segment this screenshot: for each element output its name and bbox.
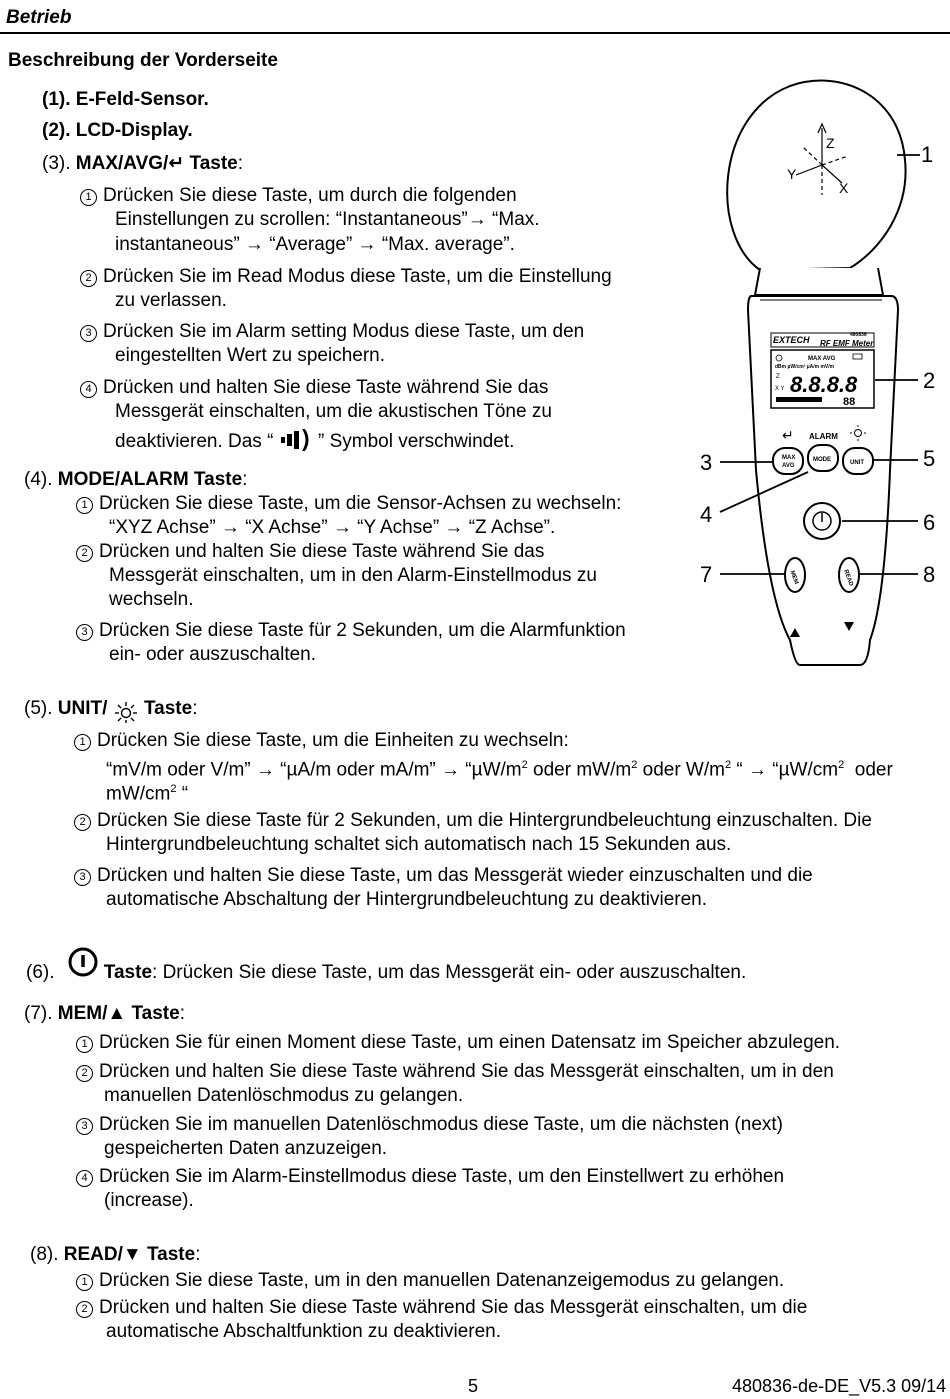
item-4-2-line3: wechseln. bbox=[109, 589, 194, 610]
circled-number: 1 bbox=[80, 189, 97, 206]
header-rule bbox=[0, 32, 950, 34]
item-3-1-line3: instantaneous” → “Average” → “Max. average”. bbox=[115, 234, 515, 255]
circled-number: 2 bbox=[74, 814, 91, 831]
item-7-2: 2 Drücken und halten Sie diese Taste während Sie das Messgerät einschalten, um in den bbox=[76, 1060, 834, 1084]
item-4-2-line2: Messgerät einschalten, um in den Alarm-Einstellmodus zu bbox=[109, 565, 597, 586]
item-4-3-line2: ein- oder auszuschalten. bbox=[109, 644, 317, 665]
circled-number: 1 bbox=[74, 734, 91, 751]
circled-number: 2 bbox=[76, 1065, 93, 1082]
axis-label-y: Y bbox=[787, 166, 797, 182]
svg-text:MODE: MODE bbox=[813, 457, 831, 463]
item-4-3: 3 Drücken Sie diese Taste für 2 Sekunden, um die Alarmfunktion bbox=[76, 619, 626, 643]
item-3-2-line2: zu verlassen. bbox=[115, 290, 227, 311]
item-5-1-units-line: “mV/m oder V/m” → “µA/m oder mA/m” → “$\mu W/m^2$ oder $mW/m^2$ oder $W/m^2$ “ → “$\mu W/cm^2$ oder bbox=[106, 759, 893, 781]
item-5-3-line2: automatische Abschaltung der Hintergrundbeleuchtung zu deaktivieren. bbox=[106, 889, 707, 910]
sensor-sphere bbox=[727, 81, 905, 270]
lcd-small-digits: 88 bbox=[843, 396, 856, 408]
item-3-3-line2: eingestellten Wert zu speichern. bbox=[115, 345, 386, 366]
circled-number: 2 bbox=[76, 1301, 93, 1318]
lcd-z: Z bbox=[776, 374, 780, 380]
circled-number: 2 bbox=[80, 270, 97, 287]
item-7-heading: (7). MEM/▲ Taste: bbox=[24, 1003, 185, 1024]
item-3-4: 4 Drücken und halten Sie diese Taste während Sie das bbox=[80, 376, 548, 400]
item-2: (2). LCD-Display. bbox=[42, 120, 193, 141]
max-avg-button bbox=[773, 448, 803, 474]
item-7-2-line2: manuellen Datenlöschmodus zu gelangen. bbox=[104, 1085, 464, 1106]
page-title: Beschreibung der Vorderseite bbox=[8, 50, 278, 71]
model-number: 480836 bbox=[850, 332, 867, 338]
item-7-4-line2: (increase). bbox=[104, 1190, 194, 1211]
callout-2: 2 bbox=[923, 368, 936, 393]
item-8-1: 1 Drücken Sie diese Taste, um in den manuellen Datenanzeigemodus zu gelangen. bbox=[76, 1269, 784, 1293]
item-5-3: 3 Drücken und halten Sie diese Taste, um das Messgerät wieder einzuschalten und die bbox=[74, 864, 813, 888]
lcd-xy: X Y bbox=[775, 386, 785, 392]
product-name: RF EMF Meter bbox=[820, 339, 874, 348]
item-4-1: 1 Drücken Sie diese Taste, um die Sensor-Achsen zu wechseln: bbox=[76, 492, 621, 516]
item-3-2: 2 Drücken Sie im Read Modus diese Taste, um die Einstellung bbox=[80, 265, 612, 289]
callout-3: 3 bbox=[700, 450, 713, 475]
document-id: 480836-de-DE_V5.3 09/14 bbox=[732, 1376, 947, 1396]
circled-number: 3 bbox=[76, 1118, 93, 1135]
backlight-sun-icon bbox=[113, 697, 139, 723]
item-5-1: 1 Drücken Sie diese Taste, um die Einheiten zu wechseln: bbox=[74, 729, 569, 753]
callout-4: 4 bbox=[700, 502, 713, 527]
brand-label: EXTECH bbox=[773, 335, 810, 345]
item-3-4-line3: deaktivieren. Das “ ” Symbol verschwindet. bbox=[115, 427, 514, 454]
item-3-heading: (3). MAX/AVG/↵ Taste: bbox=[42, 153, 244, 174]
circled-number: 3 bbox=[76, 624, 93, 641]
circled-number: 4 bbox=[80, 381, 97, 398]
circled-number: 4 bbox=[76, 1170, 93, 1187]
meter-front-illustration bbox=[690, 75, 948, 675]
alarm-label: ALARM bbox=[809, 432, 838, 441]
callout-1: 1 bbox=[921, 142, 934, 167]
circled-number: 3 bbox=[80, 325, 97, 342]
item-4-heading: (4). MODE/ALARM Taste: bbox=[24, 469, 248, 490]
circled-number: 1 bbox=[76, 497, 93, 514]
item-3-4-line2: Messgerät einschalten, um die akustischen Töne zu bbox=[115, 401, 552, 422]
item-5-2: 2 Drücken Sie diese Taste für 2 Sekunden, um die Hintergrundbeleuchtung einzuschalten. Die bbox=[74, 809, 872, 833]
item-7-3-line2: gespeicherten Daten anzuzeigen. bbox=[104, 1138, 388, 1159]
item-5-heading: (5). UNIT/ Taste: bbox=[24, 697, 197, 723]
svg-text:UNIT: UNIT bbox=[850, 460, 864, 466]
item-7-4: 4 Drücken Sie im Alarm-Einstellmodus diese Taste, um den Einstellwert zu erhöhen bbox=[76, 1165, 784, 1189]
item-3-1-line2: Einstellungen zu scrollen: “Instantaneous”→ “Max. bbox=[115, 209, 540, 230]
item-8-heading: (8). READ/▼ Taste: bbox=[30, 1244, 201, 1265]
svg-text:MAX: MAX bbox=[782, 455, 796, 461]
item-1: (1). E-Feld-Sensor. bbox=[42, 89, 209, 110]
power-icon bbox=[66, 947, 100, 981]
svg-text:AVG: AVG bbox=[782, 463, 795, 469]
page-number: 5 bbox=[468, 1376, 479, 1396]
axis-label-x: X bbox=[839, 180, 849, 196]
item-5-2-line2: Hintergrundbeleuchtung schaltet sich automatisch nach 15 Sekunden aus. bbox=[106, 834, 732, 855]
callout-7: 7 bbox=[700, 562, 713, 587]
item-7-1: 1 Drücken Sie für einen Moment diese Taste, um einen Datensatz im Speicher abzulegen. bbox=[76, 1031, 840, 1055]
item-4-2: 2 Drücken und halten Sie diese Taste während Sie das bbox=[76, 540, 544, 564]
item-8-2: 2 Drücken und halten Sie diese Taste während Sie das Messgerät einschalten, um die bbox=[76, 1296, 807, 1320]
item-3-3: 3 Drücken Sie im Alarm setting Modus diese Taste, um den bbox=[80, 320, 584, 344]
circled-number: 3 bbox=[74, 869, 91, 886]
item-5-1-line3: $mW/cm^2$ “ bbox=[106, 783, 189, 805]
callout-6: 6 bbox=[923, 510, 936, 535]
axis-label-z: Z bbox=[826, 135, 835, 151]
circled-number: 1 bbox=[76, 1036, 93, 1053]
lcd-unit-labels: dBm µW/cm² µA/m mV/m bbox=[775, 364, 835, 370]
circled-number: 2 bbox=[76, 545, 93, 562]
speaker-sound-icon bbox=[279, 427, 313, 453]
svg-text:READ: READ bbox=[842, 569, 854, 588]
callout-8: 8 bbox=[923, 562, 936, 587]
lcd-mode-labels: MAX AVG bbox=[808, 356, 836, 362]
lcd-digits: 8.8.8.8 bbox=[790, 372, 858, 397]
item-4-1-line2: “XYZ Achse” → “X Achse” → “Y Achse” → “Z Achse”. bbox=[109, 517, 556, 538]
item-6: (6). Taste: Drücken Sie diese Taste, um das Messgerät ein- oder auszuschalten. bbox=[26, 947, 746, 985]
item-3-1: 1 Drücken Sie diese Taste, um durch die folgenden bbox=[80, 184, 517, 208]
circled-number: 1 bbox=[76, 1274, 93, 1291]
section-header: Betrieb bbox=[6, 7, 72, 28]
enter-symbol: ↵ bbox=[782, 427, 794, 443]
svg-text:MEM: MEM bbox=[788, 569, 800, 586]
item-8-2-line2: automatische Abschaltfunktion zu deaktivieren. bbox=[106, 1321, 502, 1342]
item-7-3: 3 Drücken Sie im manuellen Datenlöschmodus diese Taste, um die nächsten (next) bbox=[76, 1113, 783, 1137]
callout-5: 5 bbox=[923, 446, 936, 471]
